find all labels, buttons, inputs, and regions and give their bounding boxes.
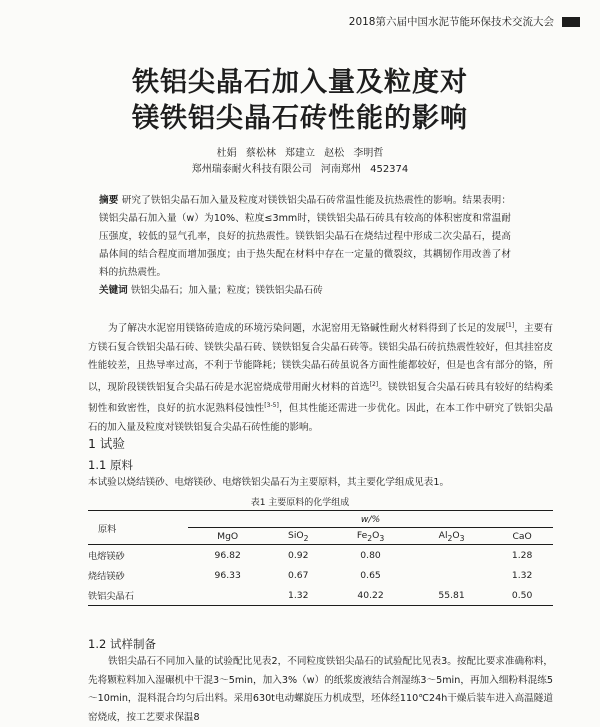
raw-material-header: 原料 (88, 511, 188, 545)
col-sio2: SiO$_2$ (267, 528, 329, 545)
section-heading-1: 1 试验 (88, 436, 125, 451)
abstract-label: 摘要 (99, 195, 119, 206)
cell: 0.65 (360, 569, 381, 581)
keywords-text: 铁铝尖晶石；加入量；粒度；镁铁铝尖晶石砖 (130, 285, 323, 296)
citation: [1] (505, 322, 515, 329)
row-name: 电熔镁砂 (88, 551, 125, 562)
cell: 1.32 (511, 569, 533, 581)
section-heading-1-2: 1.2 试样制备 (88, 637, 156, 651)
intro-paragraph (88, 317, 553, 438)
cell: 0.67 (288, 569, 309, 581)
conference-title: 2018第六届中国水泥节能环保技术交流大会 (348, 16, 554, 28)
materials-text: 本试验以烧结镁砂、电熔镁砂、电熔铁铝尖晶石为主要原料，其主要化学组成见表1。 (88, 477, 450, 488)
affiliation: 郑州瑞泰耐火科技有限公司 河南郑州 452374 (191, 164, 409, 175)
citation: [3-5] (264, 402, 279, 410)
cell: 96.82 (214, 549, 241, 561)
col-mgo: MgO (188, 528, 267, 545)
abstract (99, 192, 511, 282)
intro-text-1: 为了解决水泥窑用镁铬砖造成的环境污染问题，水泥窑用无铬碱性耐火材料得到了长足的发展 (108, 323, 506, 335)
row-name: 烧结镁砂 (88, 571, 125, 582)
col-cao: CaO (491, 528, 553, 545)
row-name: 铁铝尖晶石 (88, 585, 188, 606)
cell (412, 565, 491, 585)
cell: 96.33 (214, 569, 241, 581)
cell: 40.22 (329, 585, 412, 606)
header-marker (562, 17, 580, 27)
cell (188, 585, 267, 606)
cell: 0.50 (491, 585, 553, 606)
table-row (88, 565, 553, 585)
keywords-label: 关键词 (99, 285, 128, 296)
preparation-text: 铁铝尖晶石不同加入量的试验配比见表2，不同粒度铁铝尖晶石的试验配比见表3。按配比要求准确称料，先将颗粒料加入湿碾机中干混3～5min，加入3%（w）的纸浆废液结合剂湿练3～5min，再加入细粉料混练5～10min，混料混合均匀后出料。采用630t电动螺旋压力机成型，坯体经110℃24h干燥后装车进入高温隧道窑烧成，按工艺要求保温8 (88, 656, 553, 723)
cell: 0.92 (288, 549, 309, 561)
cell (412, 545, 491, 566)
table-row (88, 585, 553, 606)
cell: 55.81 (412, 585, 491, 606)
intro-text-3: 。镁铁铝复合尖晶石砖具有较好的结构柔韧性和致密性，良好的抗水泥熟料侵蚀性 (88, 381, 554, 415)
composition-table (88, 510, 553, 606)
cell: 0.80 (360, 549, 381, 561)
table-caption: 表1 主要原料的化学组成 (250, 498, 350, 508)
paper-title-line2: 镁铁铝尖晶石砖性能的影响 (132, 103, 468, 134)
col-al2o3: $Al_2O_3$ (412, 528, 491, 545)
mass-fraction-header: w/% (188, 511, 553, 528)
intro-text-4: ，但其性能还需进一步优化。因此，在本工作中研究了铁铝尖晶石的加入量及粒度对镁铁铝复合尖晶石砖性能的影响。 (88, 403, 554, 434)
section-heading-1-1: 1.1 原料 (88, 458, 133, 472)
intro-text-2: ，主要有方镁石复合铁铝尖晶石砖、镁铁尖晶石砖、镁铁铝复合尖晶石砖等。镁铝尖晶石砖抗热震性较好，但其挂窑皮性能较差，且热导率过高，不利于节能降耗；镁铁尖晶石砖虽说各方面性能都较好，但是也含有部分的铬，所以，现阶段镁铁铝复合尖晶石砖是水泥窑烧成带用耐火材料的首选 (88, 323, 554, 393)
running-header (349, 14, 580, 29)
table-row (88, 545, 553, 566)
authors: 杜娟 蔡松林 郑建立 赵松 李明哲 (216, 148, 384, 159)
cell: 1.32 (267, 585, 329, 606)
citation: [2] (369, 380, 379, 388)
col-fe2o3: $Fe_2O_3$ (329, 528, 412, 545)
paper-title-line1: 铁铝尖晶石加入量及粒度对 (132, 67, 468, 98)
cell: 1.28 (511, 549, 533, 561)
keywords (99, 282, 511, 296)
abstract-text: 研究了铁铝尖晶石加入量及粒度对镁铁铝尖晶石砖常温性能及抗热震性的影响。结果表明：镁铝尖晶石加入量（w）为10%、粒度≤3mm时，镁铁铝尖晶石砖具有较高的体积密度和常温耐压强度，较低的显气孔率，良好的抗热震性。镁铁铝尖晶石在烧结过程中形成二次尖晶石，提高晶体间的结合程度而增加强度；由于热失配在材料中存在一定量的微裂纹，其耦韧作用改善了材料的抗热震性。 (99, 195, 512, 278)
